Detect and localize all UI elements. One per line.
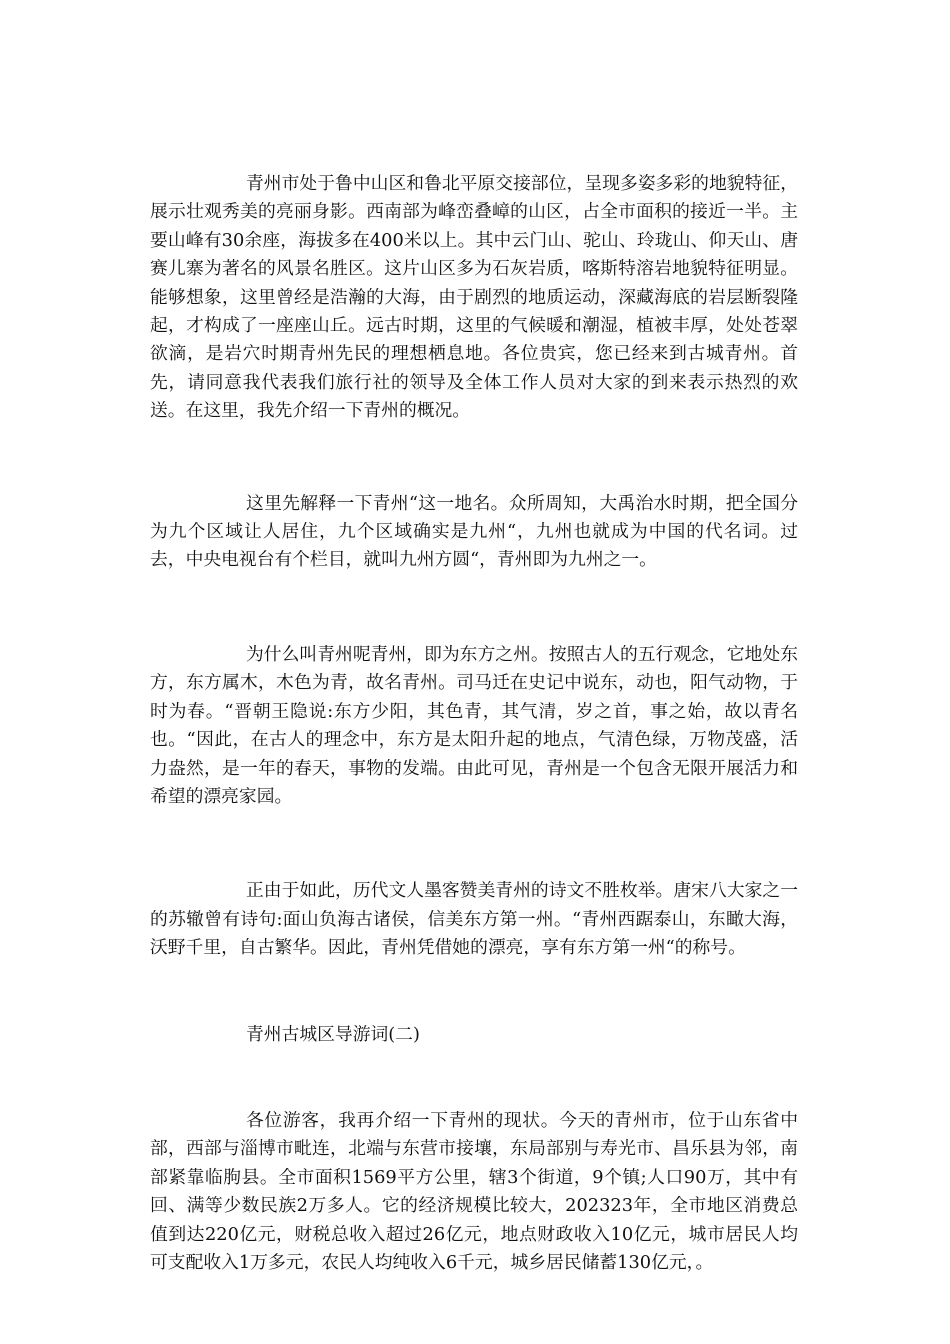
- paragraph-east-meaning: 为什么叫青州呢青州，即为东方之州。按照古人的五行观念，它地处东方，东方属木，木色为青，故名青州。司马迁在史记中说东，动也，阳气动物，于时为春。“晋朝王隐说:东方少阳，其色青，其气清，岁之首，事之始，故以青名也。“因此，在古人的理念中，东方是太阳升起的地点，气清色绿，万物茂盛，活力盎然，是一年的春天，事物的发端。由此可见，青州是一个包含无限开展活力和希望的漂亮家园。: [150, 643, 798, 807]
- paragraph-poetry: 正由于如此，历代文人墨客赞美青州的诗文不胜枚举。唐宋八大家之一的苏辙曾有诗句:面山负海古诸侯，信美东方第一州。“青州西踞泰山，东瞰大海，沃野千里，自古繁华。因此，青州凭借她的漂亮，享有东方第一州“的称号。: [150, 880, 798, 959]
- paragraph-spacer: [150, 575, 798, 641]
- section-heading: 青州古城区导游词(二): [246, 1023, 420, 1045]
- document-page: [150, 170, 798, 1277]
- paragraph-spacer: [150, 1049, 798, 1107]
- paragraph-name-origin: 这里先解释一下青州“这一地名。众所周知，大禹治水时期，把全国分为九个区域让人居住，九个区域确实是九州“，九州也就成为中国的代名词。过去，中央电视台有个栏目，就叫九州方圆“，青州即为九州之一。: [150, 492, 798, 571]
- paragraph-spacer: [150, 426, 798, 490]
- paragraph-spacer: [150, 811, 798, 877]
- paragraph-spacer: [150, 963, 798, 1021]
- paragraph-geography: 青州市处于鲁中山区和鲁北平原交接部位，呈现多姿多彩的地貌特征，展示壮观秀美的亮丽身影。西南部为峰峦叠嶂的山区，占全市面积的接近一半。主要山峰有30余座，海拔多在400米以上。其中云门山、驼山、玲珑山、仰天山、唐赛儿寨为著名的风景名胜区。这片山区多为石灰岩质，喀斯特溶岩地貌特征明显。能够想象，这里曾经是浩瀚的大海，由于剧烈的地质运动，深藏海底的岩层断裂隆起，才构成了一座座山丘。远古时期，这里的气候暖和潮湿，植被丰厚，处处苍翠欲滴，是岩穴时期青州先民的理想栖息地。各位贵宾，您已经来到古城青州。首先，请同意我代表我们旅行社的领导及全体工作人员对大家的到来表示热烈的欢送。在这里，我先介绍一下青州的概况。: [150, 173, 798, 422]
- paragraph-current-status: 各位游客，我再介绍一下青州的现状。今天的青州市，位于山东省中部，西部与淄博市毗连，北端与东营市接壤，东局部别与寿光市、昌乐县为邻，南部紧靠临朐县。全市面积1569平方公里，辖3个街道，9个镇;人口90万，其中有回、满等少数民族2万多人。它的经济规模比较大，202323年，全市地区消费总值到达220亿元，财税总收入超过26亿元，地点财政收入10亿元，城市居民人均可支配收入1万多元，农民人均纯收入6千元，城乡居民储蓄130亿元，。: [150, 1109, 798, 1273]
